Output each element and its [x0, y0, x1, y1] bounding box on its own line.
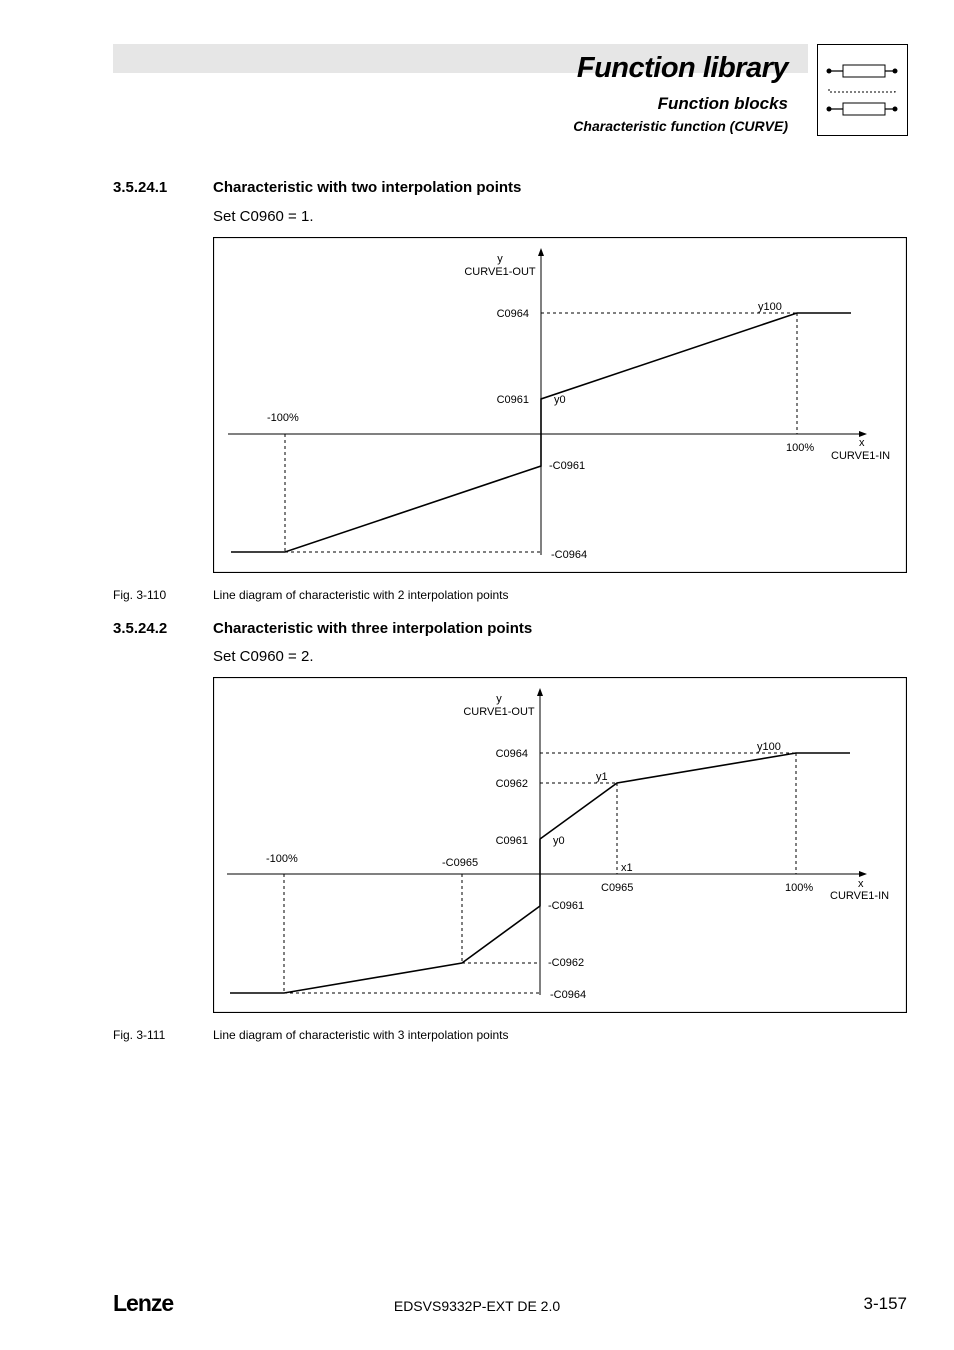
line-diagram-3-points: [213, 677, 907, 1013]
function-block-icon: [817, 44, 908, 136]
label-neg-c0965: -C0965: [442, 857, 479, 869]
label-neg100: -100%: [267, 412, 299, 424]
label-100: 100%: [785, 882, 814, 894]
x-axis-label: x: [859, 437, 865, 449]
section-title: Function blocks: [657, 94, 788, 113]
x-axis-signal: CURVE1-IN: [831, 450, 891, 462]
label-x1: x1: [621, 862, 633, 874]
instruction-text: Set C0960 = 1.: [213, 208, 314, 225]
figure-caption: Line diagram of characteristic with 3 interpolation points: [213, 1028, 509, 1042]
section-heading: Characteristic with three interpolation points: [213, 620, 533, 637]
label-y1: y1: [596, 771, 608, 783]
label-neg-c0964: -C0964: [551, 549, 588, 561]
label-neg-c0964: -C0964: [550, 989, 587, 1001]
y-axis-signal: CURVE1-OUT: [464, 266, 536, 278]
label-c0962: C0962: [495, 778, 528, 790]
label-y0: y0: [553, 835, 565, 847]
label-c0964: C0964: [495, 748, 528, 760]
y-axis-label: y: [496, 693, 502, 705]
chapter-title: Function library: [576, 52, 788, 84]
label-c0965: C0965: [601, 882, 634, 894]
line-diagram-2-points: [213, 237, 907, 573]
label-y100: y100: [757, 741, 781, 753]
figure-label: Fig. 3-110: [113, 588, 167, 602]
label-y0: y0: [554, 394, 566, 406]
instruction-text: Set C0960 = 2.: [213, 648, 314, 665]
label-neg-c0961: -C0961: [549, 460, 586, 472]
label-c0964: C0964: [496, 308, 529, 320]
subsection-title: Characteristic function (CURVE): [573, 118, 788, 134]
y-axis-label: y: [497, 253, 503, 265]
label-c0961: C0961: [495, 835, 528, 847]
y-axis-signal: CURVE1-OUT: [463, 706, 535, 718]
section-number: 3.5.24.1: [113, 179, 168, 196]
figure-label: Fig. 3-111: [113, 1028, 166, 1042]
x-axis-signal: CURVE1-IN: [830, 890, 890, 902]
label-neg100: -100%: [266, 853, 298, 865]
lenze-logo: Lenze: [113, 1290, 174, 1316]
section-number: 3.5.24.2: [113, 620, 168, 637]
x-axis-label: x: [858, 878, 864, 890]
section-heading: Characteristic with two interpolation points: [213, 179, 522, 196]
label-neg-c0961: -C0961: [548, 900, 585, 912]
label-c0961: C0961: [496, 394, 529, 406]
document-id: EDSVS9332P-EXT DE 2.0: [393, 1298, 561, 1314]
label-neg-c0962: -C0962: [548, 957, 585, 969]
figure-caption: Line diagram of characteristic with 2 interpolation points: [213, 588, 509, 602]
label-100: 100%: [786, 442, 815, 454]
label-y100: y100: [758, 301, 782, 313]
page-number: 3-157: [863, 1294, 907, 1313]
